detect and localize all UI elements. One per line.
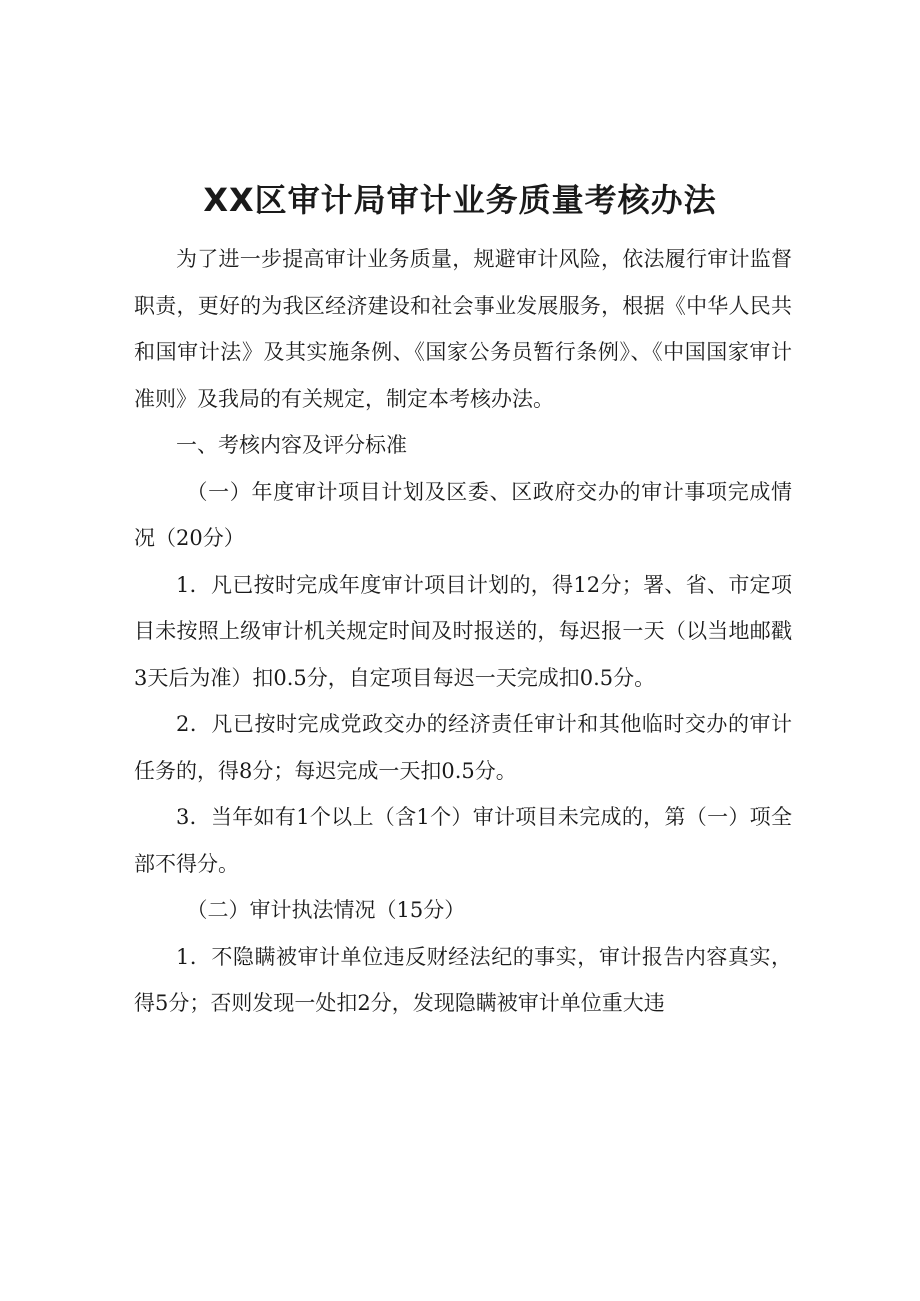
document-body <box>134 236 792 1027</box>
intro-paragraph: 为了进一步提高审计业务质量，规避审计风险，依法履行审计监督职责，更好的为我区经济建设和社会事业发展服务，根据《中华人民共和国审计法》及其实施条例、《国家公务员暂行条例》、《中国国家审计准则》及我局的有关规定，制定本考核办法。 <box>134 247 792 411</box>
clause-paragraph: 1．凡已按时完成年度审计项目计划的，得12分；署、省、市定项目未按照上级审计机关规定时间及时报送的，每迟报一天（以当地邮戳3天后为准）扣0.5分，自定项目每迟一天完成扣0.5分。 <box>134 572 792 690</box>
subsection-heading: （一）年度审计项目计划及区委、区政府交办的审计事项完成情况（20分） <box>134 479 792 550</box>
subsection-heading: （二）审计执法情况（15分） <box>186 898 466 922</box>
clause-paragraph: 2．凡已按时完成党政交办的经济责任审计和其他临时交办的审计任务的，得8分；每迟完成一天扣0.5分。 <box>134 712 792 783</box>
document-title: XX区审计局审计业务质量考核办法 <box>203 181 717 219</box>
clause-paragraph: 1．不隐瞒被审计单位违反财经法纪的事实，审计报告内容真实，得5分；否则发现一处扣2分，发现隐瞒被审计单位重大违 <box>134 944 792 1015</box>
section-heading: 一、考核内容及评分标准 <box>176 433 407 457</box>
clause-paragraph: 3．当年如有1个以上（含1个）审计项目未完成的，第（一）项全部不得分。 <box>134 805 792 876</box>
